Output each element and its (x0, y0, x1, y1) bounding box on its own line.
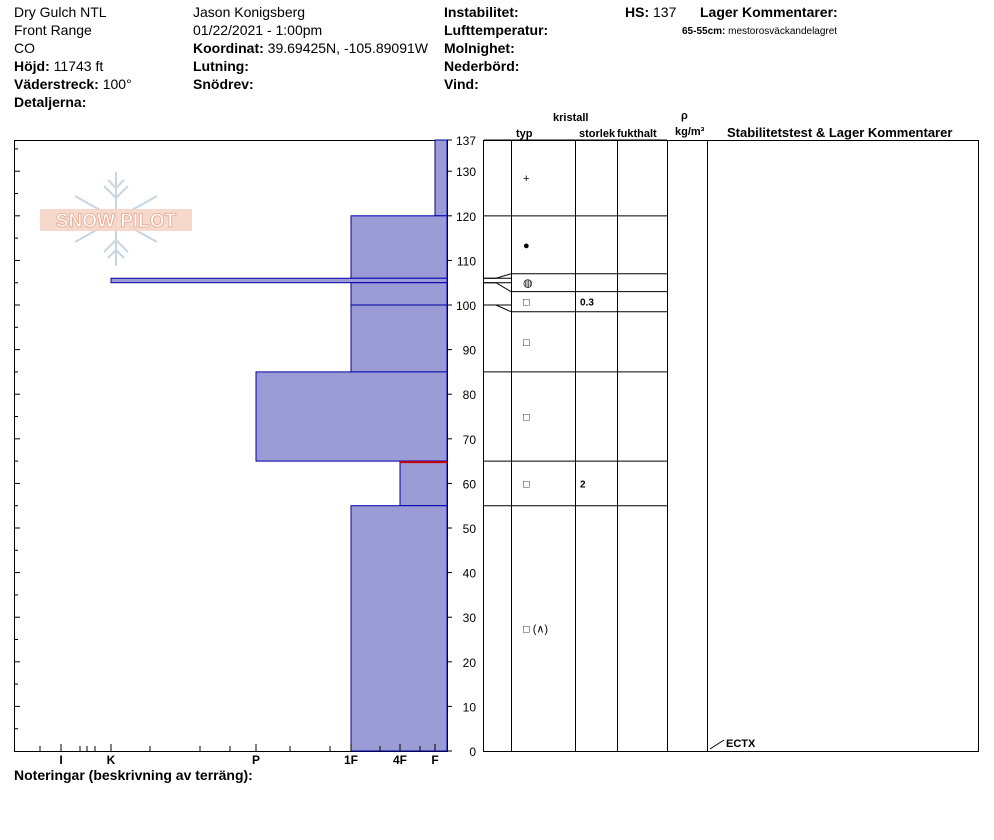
snow-height-value: 137 (653, 4, 677, 20)
depth-tick-label: 10 (462, 700, 476, 715)
hardness-bar (351, 283, 447, 305)
hardness-bar (351, 305, 447, 372)
hardness-tick-label: P (251, 753, 261, 767)
stability-test-label: ECTX (726, 738, 756, 750)
hardness-bar (111, 278, 447, 282)
layer-comments-label: Lager Kommentarer: (700, 4, 838, 20)
hardness-bar (435, 140, 447, 216)
clouds-label: Molnighet: (444, 40, 515, 56)
depth-tick-label: 100 (455, 299, 476, 314)
coordinates-label: Koordinat: (193, 40, 264, 56)
aspect-value: 100° (102, 76, 132, 92)
layer-comment-text: mestorosväckandelagret (728, 26, 838, 37)
crystal-type-symbol: □ (523, 478, 530, 491)
depth-tick-label: 0 (469, 745, 476, 759)
hardness-tick-label: 1F (343, 753, 359, 767)
depth-tick-label: 137 (455, 134, 476, 148)
crystal-type-symbol: □ (523, 336, 530, 349)
snowpilot-logo (40, 172, 192, 266)
mountain-range: Front Range (14, 22, 92, 38)
crystal-type-symbol: □ (∧) (523, 623, 549, 636)
size-header: storlek (579, 128, 616, 140)
stability-header: Stabilitetstest & Lager Kommentarer (727, 125, 953, 140)
crystal-header: kristall (553, 112, 589, 124)
air-temperature-label: Lufttemperatur: (444, 22, 549, 38)
details-label: Detaljerna: (14, 94, 87, 110)
hardness-tick-label: 4F (392, 753, 408, 767)
precipitation-label: Nederbörd: (444, 58, 520, 74)
depth-tick-label: 110 (456, 254, 476, 269)
crystal-type-symbol: ● (523, 239, 530, 252)
depth-tick-label: 50 (462, 522, 476, 537)
coordinates-value: 39.69425N, -105.89091W (267, 40, 428, 56)
layer-connector (484, 274, 511, 278)
depth-tick-label: 30 (462, 611, 476, 626)
depth-tick-label: 90 (462, 343, 476, 358)
crystal-type-symbol: ◍ (523, 277, 533, 290)
elevation-label: Höjd: (14, 58, 50, 74)
hardness-tick-label: I (59, 753, 63, 767)
crystal-type-symbol: + (523, 172, 530, 185)
test-pointer (710, 740, 724, 749)
location-name: Dry Gulch NTL (14, 4, 107, 20)
crystal-type-symbol: □ (523, 411, 530, 424)
instability-label: Instabilitet: (444, 4, 519, 20)
hardness-tick-label: F (431, 753, 439, 767)
density-unit-header: kg/m³ (675, 126, 705, 138)
type-header: typ (516, 128, 533, 140)
elevation-value: 11743 ft (53, 58, 104, 74)
depth-axis (447, 134, 476, 759)
depth-tick-label: 120 (455, 209, 476, 224)
state: CO (14, 40, 35, 56)
notes-label: Noteringar (beskrivning av terräng): (14, 767, 253, 783)
observer-name: Jason Konigsberg (193, 4, 306, 20)
aspect-label: Väderstreck: (14, 76, 99, 92)
moisture-header: fukthalt (617, 128, 657, 140)
hardness-bar (351, 216, 447, 278)
hardness-bar (256, 372, 447, 461)
snow-height-label: HS: (625, 4, 650, 20)
density-symbol-header: ρ (681, 110, 688, 122)
hardness-bar (400, 461, 447, 506)
logo-text: SNOW PILOT (55, 211, 177, 232)
crystal-size-value: 2 (580, 479, 586, 491)
drift-label: Snödrev: (193, 76, 254, 92)
slope-label: Lutning: (193, 58, 249, 74)
hardness-bar (351, 506, 447, 751)
layer-table-frame (484, 141, 979, 752)
hardness-tick-label: K (106, 753, 116, 767)
layer-comment-range: 65-55cm: (682, 26, 726, 37)
depth-tick-label: 130 (455, 165, 476, 180)
crystal-size-value: 0.3 (580, 297, 594, 309)
layer-connector (484, 283, 511, 292)
wind-label: Vind: (444, 76, 479, 92)
depth-tick-label: 70 (462, 432, 476, 447)
layer-connectors (484, 140, 511, 506)
depth-tick-label: 40 (462, 566, 476, 581)
depth-tick-label: 80 (462, 388, 476, 403)
depth-tick-label: 20 (462, 655, 476, 670)
depth-tick-label: 60 (462, 477, 476, 492)
layer-connector (484, 305, 511, 312)
crystal-type-symbol: □ (523, 296, 530, 309)
observation-datetime: 01/22/2021 - 1:00pm (193, 22, 323, 38)
